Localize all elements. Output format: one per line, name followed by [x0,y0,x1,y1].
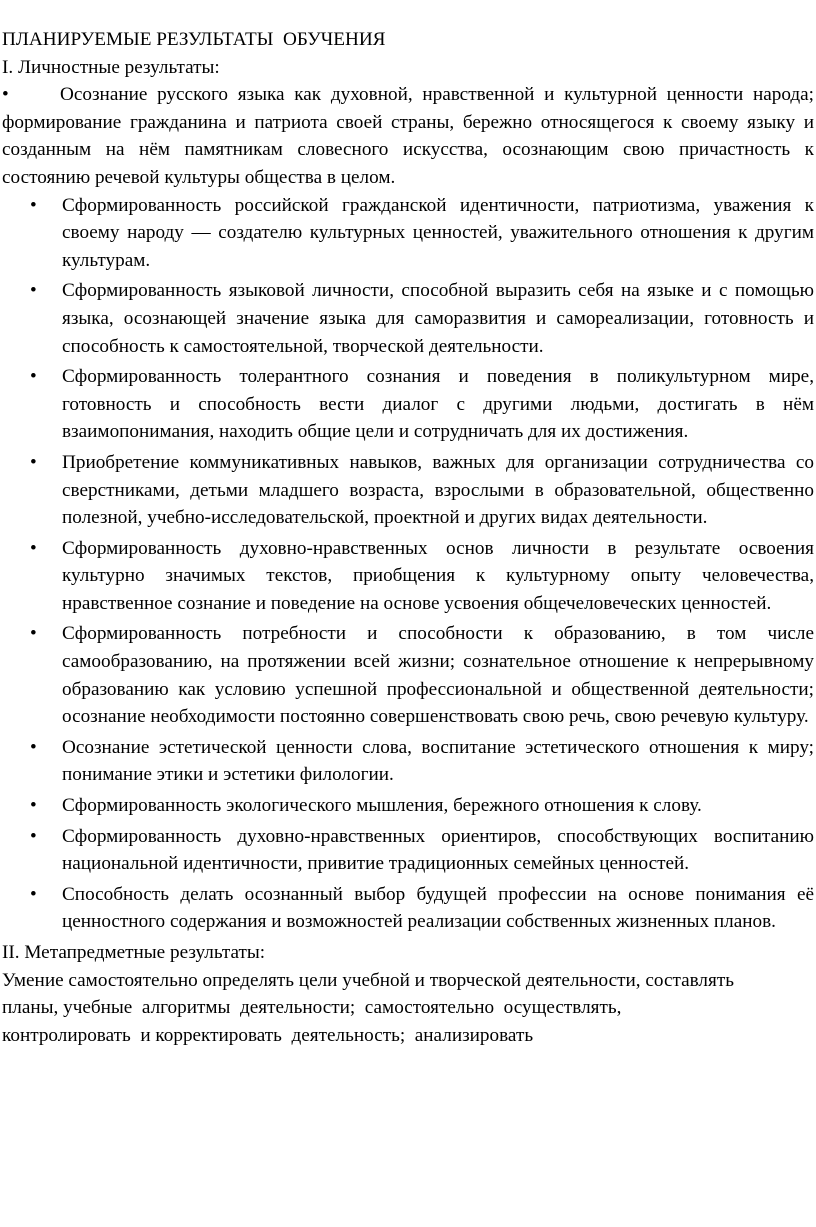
list-item-text: Способность делать осознанный выбор будущей профессии на основе понимания её ценностного содержания и возможностей реализации собственных жизненных планов. [62,883,814,933]
personal-results-list [2,192,816,936]
bullet-icon: • [30,280,37,302]
list-item-text: Сформированность российской гражданской идентичности, патриотизма, уважения к своему народу — создателю культурных ценностей, уважительного отношения к другим культурам. [62,194,814,271]
paragraph-line: планы, учебные алгоритмы деятельности; самостоятельно осуществлять, [2,997,622,1019]
list-item-text: Осознание эстетической ценности слова, воспитание эстетического отношения к миру; понимание этики и эстетики филологии. [62,736,814,786]
list-item [2,823,814,878]
list-item [2,734,814,789]
list-item-text: Приобретение коммуникативных навыков, важных для организации сотрудничества со сверстниками, детьми младшего возраста, взрослыми в образовательной, общественно полезной, учебно-исследовательской, проектной и других видах деятельности. [62,451,814,529]
metasubject-paragraph [2,967,814,1050]
list-item-text: Сформированность духовно-нравственных основ личности в результате освоения культурно значимых текстов, приобщения к культурному опыту человечества, нравственное сознание и поведение на основе усвоения общечеловеческих ценностей. [62,537,814,614]
list-item-text: Сформированность духовно-нравственных ориентиров, способствующих воспитанию национальной идентичности, привитие традиционных семейных ценностей. [62,825,814,875]
list-item-text: Сформированность языковой личности, способной выразить себя на языке и с помощью языка, осознающей значение языка для саморазвития и самореализации, готовность и способность к самостоятельной, творческой деятельности. [62,280,814,357]
first-list-item [2,81,814,191]
bullet-icon: • [30,623,37,645]
list-item-text: Сформированность потребности и способности к образованию, в том числе самообразованию, на протяжении всей жизни; сознательное отношение к непрерывному образованию как условию успешной профессиональной и общественной деятельности; осознание необходимости постоянно совершенствовать свою речь, свою речевую культуру. [62,623,814,728]
list-item-text: Сформированность экологического мышления, бережного отношения к слову. [62,795,702,817]
list-item [2,449,814,532]
bullet-icon: • [30,451,37,473]
list-item [2,881,814,936]
list-item-text: Сформированность толерантного сознания и поведения в поликультурном мире, готовность и способность вести диалог с другими людьми, достигать в нём взаимопонимания, находить общие цели и сотрудничать для их достижения. [62,366,814,443]
list-item [2,792,814,820]
bullet-icon: • [30,736,37,758]
paragraph-line: Умение самостоятельно определять цели учебной и творческой деятельности, составлять [2,969,734,991]
list-item [2,620,814,730]
first-list-item-text: Осознание русского языка как духовной, нравственной и культурной ценности народа; формирование гражданина и патриота своей страны, бережно относящегося к своему языку и созданным на нём памятникам словесного искусства, осознающим свою причастность к состоянию речевой культуры общества в целом. [2,84,814,188]
bullet-icon: • [30,883,37,905]
section-heading-metasubject: II. Метапредметные результаты: [2,942,266,963]
bullet-icon: • [30,795,37,817]
list-item [2,192,814,275]
list-item [2,535,814,618]
bullet-icon: • [30,537,37,559]
section-heading-personal: I. Личностные результаты: [2,56,220,78]
bullet-icon: • [2,84,9,106]
bullet-icon: • [30,825,37,847]
bullet-icon: • [30,194,37,216]
document-title: ПЛАНИРУЕМЫЕ РЕЗУЛЬТАТЫ ОБУЧЕНИЯ [2,29,386,50]
list-item [2,277,814,360]
bullet-icon: • [30,366,37,388]
paragraph-line: контролировать и корректировать деятельность; анализировать [2,1024,534,1046]
list-item [2,363,814,446]
